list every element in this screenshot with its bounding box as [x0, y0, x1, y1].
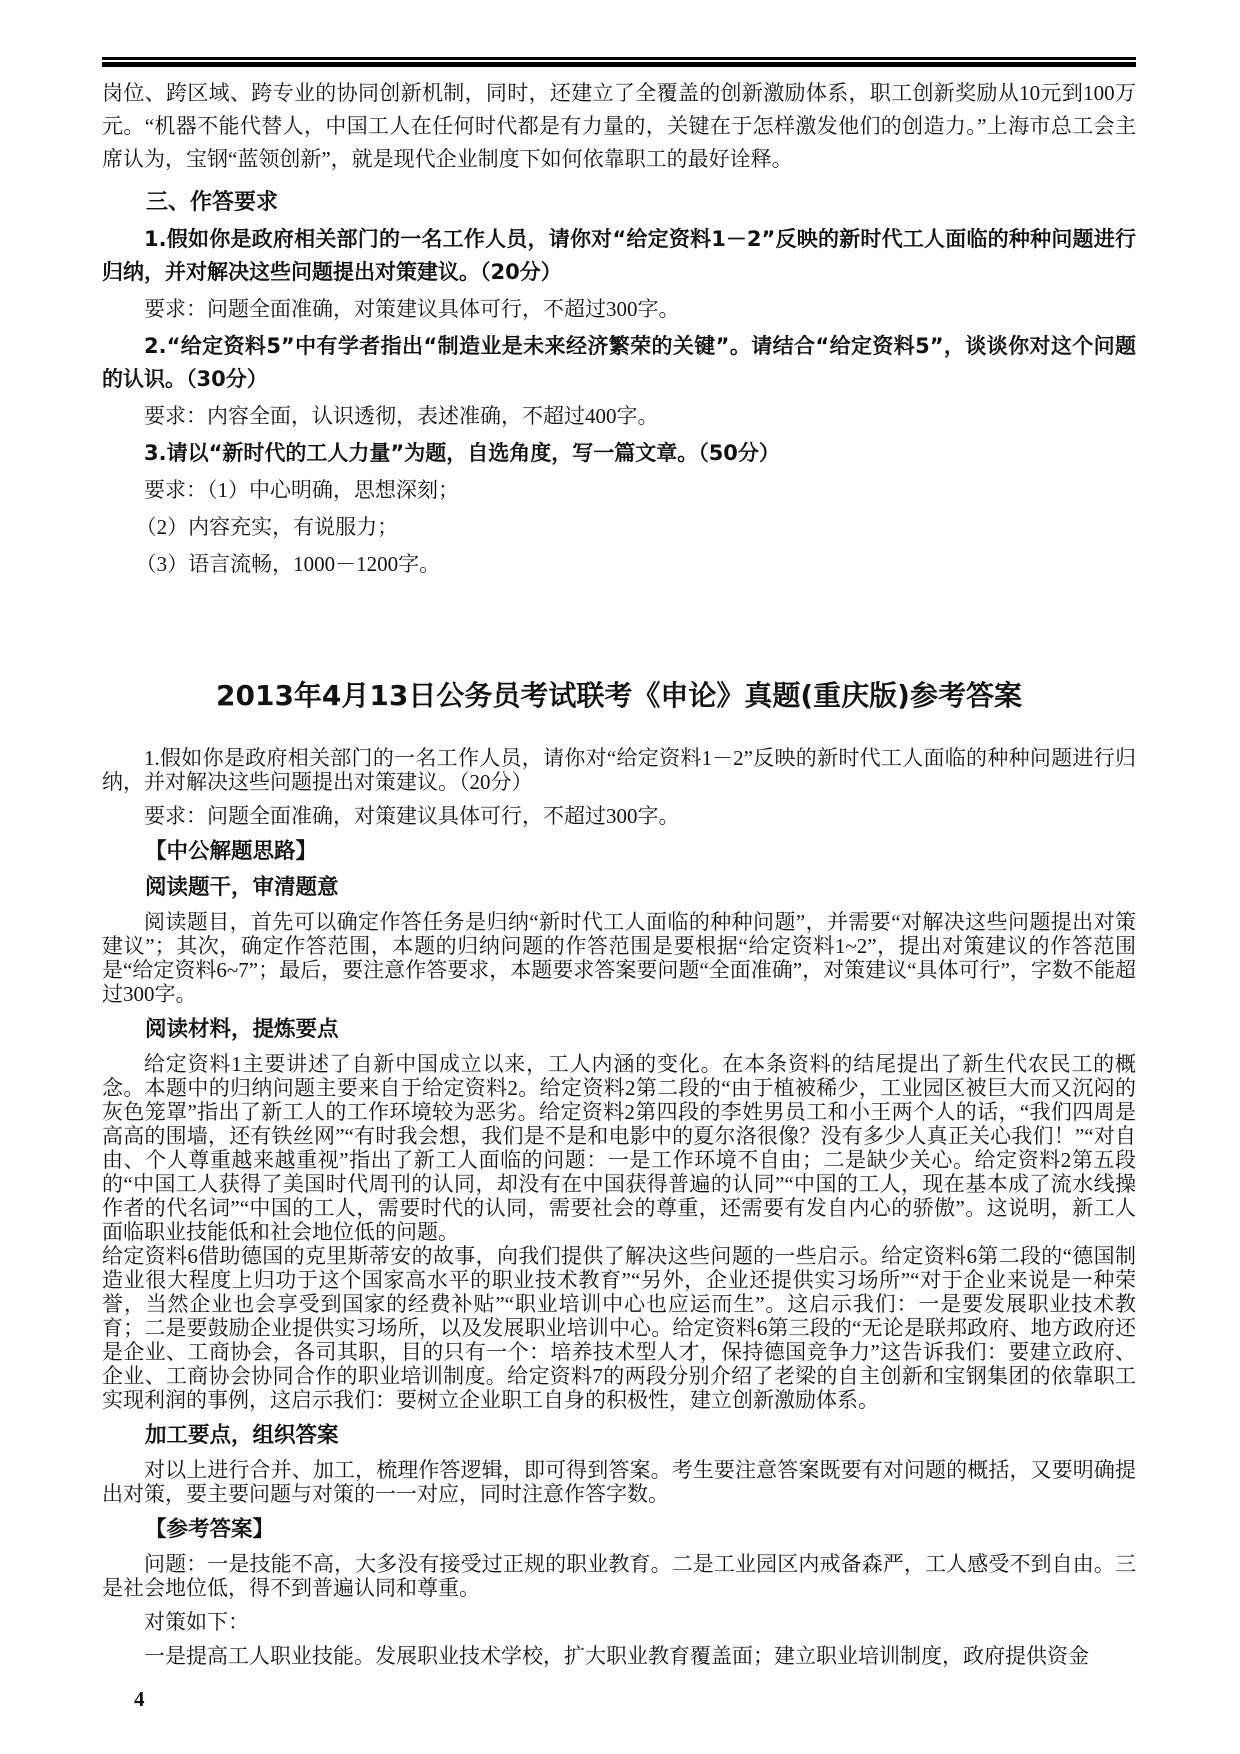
question-1-requirement: 要求：问题全面准确，对策建议具体可行，不超过300字。 — [144, 297, 680, 321]
measures-intro: 对策如下： — [144, 1610, 249, 1634]
step3-paragraph: 对以上进行合并、加工，梳理作答逻辑，即可得到答案。考生要注意答案既要有对问题的概括，又要明确提出对策，要主要问题与对策的一一对应，同时注意作答字数。 — [102, 1458, 1136, 1506]
zhonggong-approach-heading: 【中公解题思路】 — [145, 839, 318, 864]
question-3-requirement-1: 要求：（1）中心明确，思想深刻； — [144, 478, 459, 502]
page-number: 4 — [134, 1687, 145, 1711]
restated-question: 1.假如你是政府相关部门的一名工作人员，请你对“给定资料1－2”反映的新时代工人面临的种种问题进行归纳，并对解决这些问题提出对策建议。（20分） — [102, 746, 1136, 794]
answer-section — [102, 746, 1136, 1668]
question-3: 3.请以“新时代的工人力量”为题，自选角度，写一篇文章。（50分） — [144, 441, 780, 465]
answer-key-title: 2013年4月13日公务员考试联考《申论》真题(重庆版)参考答案 — [216, 679, 1022, 712]
question-3-requirement-2: （2）内容充实，有说服力； — [135, 515, 399, 539]
step2-heading: 阅读材料，提炼要点 — [145, 1017, 339, 1042]
header-double-rule — [102, 57, 1136, 67]
measure-1-paragraph: 一是提高工人职业技能。发展职业技术学校，扩大职业教育覆盖面；建立职业培训制度，政府提供资金 — [144, 1644, 1089, 1668]
section-heading: 三、作答要求 — [146, 190, 279, 215]
continuation-paragraph: 岗位、跨区域、跨专业的协同创新机制，同时，还建立了全覆盖的创新激励体系，职工创新奖励从10元到100万元。“机器不能代替人，中国工人在任何时代都是有力量的，关键在于怎样激发他们的创造力。”上海市总工会主席认为，宝钢“蓝领创新”，就是现代企业制度下如何依靠职工的最好诠释。 — [102, 81, 1136, 171]
question-2: 2.“给定资料5”中有学者指出“制造业是未来经济繁荣的关键”。请结合“给定资料5”，谈谈你对这个问题的认识。（30分） — [102, 334, 1136, 391]
problems-paragraph: 问题：一是技能不高，大多没有接受过正规的职业教育。二是工业园区内戒备森严，工人感受不到自由。三是社会地位低，得不到普遍认同和尊重。 — [102, 1552, 1136, 1600]
question-1: 1.假如你是政府相关部门的一名工作人员，请你对“给定资料1－2”反映的新时代工人面临的种种问题进行归纳，并对解决这些问题提出对策建议。（20分） — [102, 227, 1136, 284]
restated-requirement: 要求：问题全面准确，对策建议具体可行，不超过300字。 — [144, 804, 680, 828]
question-3-requirement-3: （3）语言流畅，1000－1200字。 — [135, 552, 441, 576]
step2-paragraph-a: 给定资料1主要讲述了自新中国成立以来，工人内涵的变化。在本条资料的结尾提出了新生代农民工的概念。本题中的归纳问题主要来自于给定资料2。给定资料2第二段的“由于植被稀少，工业园区被巨大而又沉闷的灰色笼罩”指出了新工人的工作环境较为恶劣。给定资料2第四段的李姓男员工和小王两个人的话，“我们四周是高高的围墙，还有铁丝网”“有时我会想，我们是不是和电影中的夏尔洛很像？没有多少人真正关心我们！”“对自由、个人尊重越来越重视”指出了新工人面临的问题：一是工作环境不自由；二是缺少关心。给定资料2第五段的“中国工人获得了美国时代周刊的认同，却没有在中国获得普遍的认同”“中国的工人，现在基本成了流水线操作者的代名词”“中国的工人，需要时代的认同，需要社会的尊重，还需要有发自内心的骄傲”。这说明，新工人面临职业技能低和社会地位低的问题。 — [102, 1052, 1136, 1244]
page-content — [0, 57, 1240, 1668]
step3-heading: 加工要点，组织答案 — [145, 1423, 339, 1448]
question-section — [102, 77, 1136, 581]
step1-paragraph: 阅读题目，首先可以确定作答任务是归纳“新时代工人面临的种种问题”，并需要“对解决这些问题提出对策建议”；其次，确定作答范围，本题的归纳问题的作答范围是要根据“给定资料1~2”，提出对策建议的作答范围是“给定资料6~7”；最后，要注意作答要求，本题要求答案要问题“全面准确”，对策建议“具体可行”，字数不能超过300字。 — [102, 910, 1136, 1006]
step2-paragraph-b: 给定资料6借助德国的克里斯蒂安的故事，向我们提供了解决这些问题的一些启示。给定资料6第二段的“德国制造业很大程度上归功于这个国家高水平的职业技术教育”“另外，企业还提供实习场所”“对于企业来说是一种荣誉，当然企业也会享受到国家的经费补贴”“职业培训中心也应运而生”。这启示我们：一是要发展职业技术教育；二是要鼓励企业提供实习场所，以及发展职业培训中心。给定资料6第三段的“无论是联邦政府、地方政府还是企业、工商协会，各司其职，目的只有一个：培养技术型人才，保持德国竞争力”这告诉我们：要建立政府、企业、工商协会协同合作的职业培训制度。给定资料7的两段分别介绍了老梁的自主创新和宝钢集团的依靠职工实现利润的事例，这启示我们：要树立企业职工自身的积极性，建立创新激励体系。 — [102, 1244, 1136, 1412]
reference-answer-heading: 【参考答案】 — [145, 1517, 275, 1542]
question-2-requirement: 要求：内容全面，认识透彻，表述准确，不超过400字。 — [144, 404, 659, 428]
step1-heading: 阅读题干，审清题意 — [145, 875, 339, 900]
